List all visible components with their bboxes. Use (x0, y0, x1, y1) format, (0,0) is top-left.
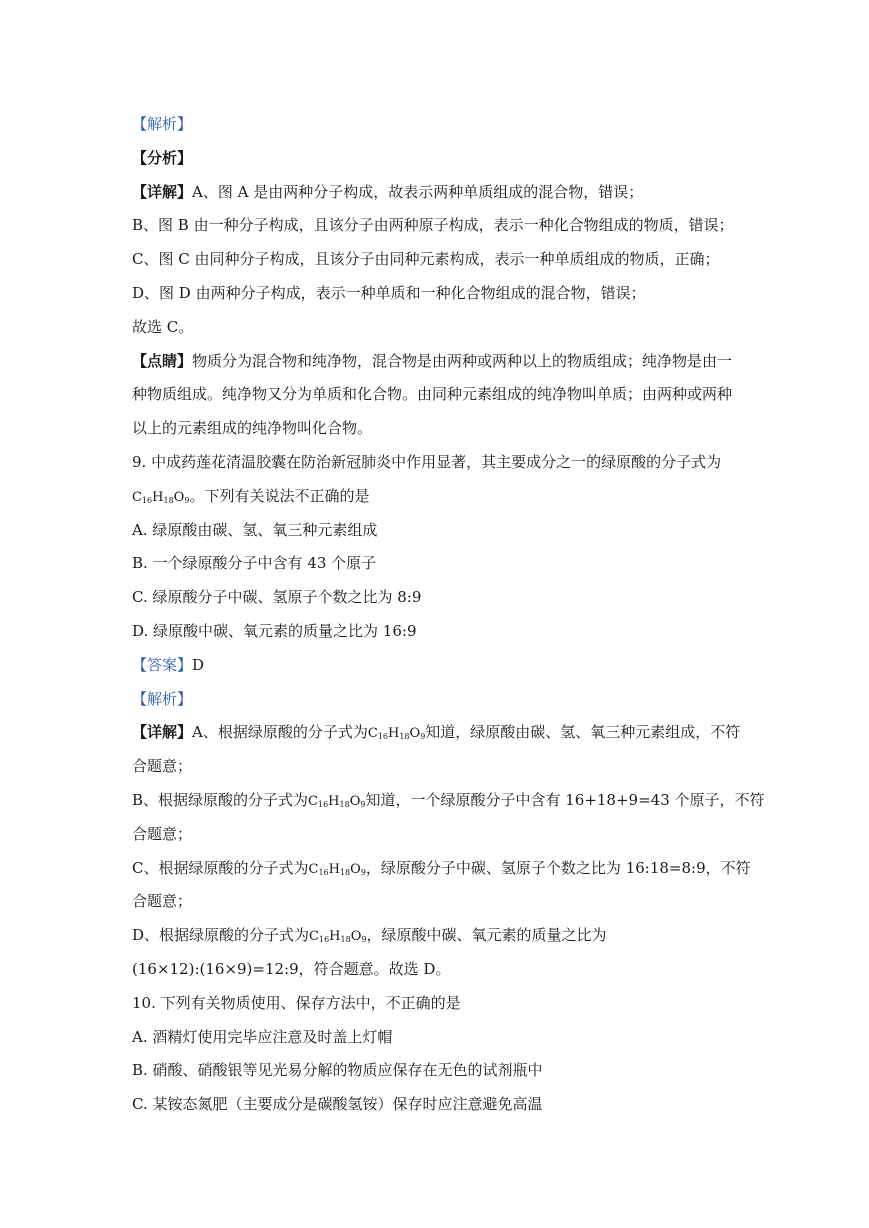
xiangjie-b-line: B、图 B 由一种分子构成，且该分子由两种原子构成，表示一种化合物组成的物质，错误； (132, 216, 734, 235)
dianjing-line-2: 种物质组成。纯净物又分为单质和化合物。由同种元素组成的纯净物叫单质；由两种或两种 (132, 385, 733, 404)
q9-option-c: C. 绿原酸分子中碳、氢原子个数之比为 8:9 (132, 588, 422, 607)
xiangjie-a-line (132, 176, 742, 210)
answer-value: D (192, 655, 205, 674)
q10-option-b: B. 硝酸、硝酸银等见光易分解的物质应保存在无色的试剂瓶中 (132, 1061, 543, 1080)
q9-stem-tail: 。下列有关说法不正确的是 (189, 486, 370, 505)
q9-jiexi-heading: 【解析】 (132, 689, 193, 708)
dianjing-text-1: 物质分为混合物和纯净物，混合物是由两种或两种以上的物质组成；纯净物是由一 (192, 351, 733, 370)
q9-b-pre: B、根据绿原酸的分子式为 (132, 790, 309, 809)
chem-formula: $C_{16}H_{18}O_9$ (309, 929, 367, 945)
q9-xiangjie-d-line (132, 919, 742, 953)
document-content (132, 108, 765, 1122)
choose-line: 故选 C。 (132, 317, 194, 336)
q9-xiangjie-b-line (132, 784, 765, 818)
q9-option-d: D. 绿原酸中碳、氧元素的质量之比为 16:9 (132, 621, 417, 640)
chem-formula: $C_{16}H_{18}O_9$ (367, 726, 426, 742)
chem-formula: $C_{16}H_{18}O_9$ (308, 793, 366, 809)
q9-option-b: B. 一个绿原酸分子中含有 43 个原子 (132, 554, 377, 573)
q9-answer-line (132, 649, 742, 683)
q9-c-pre: C、根据绿原酸的分子式为 (132, 858, 309, 877)
q9-xiangjie-c-line (132, 852, 751, 886)
q9-a-pre: A、根据绿原酸的分子式为 (192, 723, 368, 742)
jiexi-heading: 【解析】 (132, 115, 193, 133)
q9-xiangjie-tag: 【详解】 (132, 723, 193, 742)
q9-b-line-2: 合题意； (132, 824, 193, 843)
q9-d-post: ，绿原酸中碳、氧元素的质量之比为 (366, 926, 607, 945)
q9-stem-line-2 (132, 480, 742, 514)
dianjing-line-3: 以上的元素组成的纯净物叫化合物。 (132, 419, 373, 438)
q9-a-line-2: 合题意； (132, 757, 193, 776)
chem-formula: $C_{16}H_{18}O_9$ (308, 861, 366, 877)
q9-a-post: 知道，绿原酸由碳、氢、氧三种元素组成，不符 (425, 723, 741, 742)
q9-c-line-2: 合题意； (132, 892, 193, 911)
q9-stem-line-1: 9. 中成药莲花清温胶囊在防治新冠肺炎中作用显著，其主要成分之一的绿原酸的分子式为 (132, 452, 722, 471)
q9-b-post: 知道，一个绿原酸分子中含有 16+18+9=43 个原子，不符 (365, 790, 765, 809)
q10-option-c: C. 某铵态氮肥（主要成分是碳酸氢铵）保存时应注意避免高温 (132, 1095, 543, 1114)
q9-c-post: ，绿原酸分子中碳、氢原子个数之比为 16:18=8:9，不符 (365, 858, 751, 877)
q9-d-line-2: (16×12):(16×9)=12:9，符合题意。故选 D。 (132, 959, 451, 978)
answer-tag: 【答案】 (132, 655, 193, 674)
q10-stem: 10. 下列有关物质使用、保存方法中，不正确的是 (132, 993, 461, 1012)
q9-xiangjie-a-line (132, 716, 742, 750)
dianjing-tag: 【点睛】 (132, 351, 193, 370)
chem-formula: $C_{16}H_{18}O_9$ (132, 489, 190, 505)
q10-option-a: A. 酒精灯使用完毕应注意及时盖上灯帽 (132, 1027, 393, 1046)
dianjing-line-1 (132, 345, 742, 379)
xiangjie-tag: 【详解】 (132, 182, 193, 201)
fenxi-heading: 【分析】 (132, 148, 193, 167)
xiangjie-d-line: D、图 D 由两种分子构成，表示一种单质和一种化合物组成的混合物，错误； (132, 283, 646, 302)
xiangjie-a-text: A、图 A 是由两种分子构成，故表示两种单质组成的混合物，错误； (192, 182, 644, 201)
q9-d-pre: D、根据绿原酸的分子式为 (132, 926, 310, 945)
xiangjie-c-line: C、图 C 由同种分子构成，且该分子由同种元素构成，表示一种单质组成的物质，正确； (132, 250, 720, 269)
q9-option-a: A. 绿原酸由碳、氢、氧三种元素组成 (132, 520, 378, 539)
